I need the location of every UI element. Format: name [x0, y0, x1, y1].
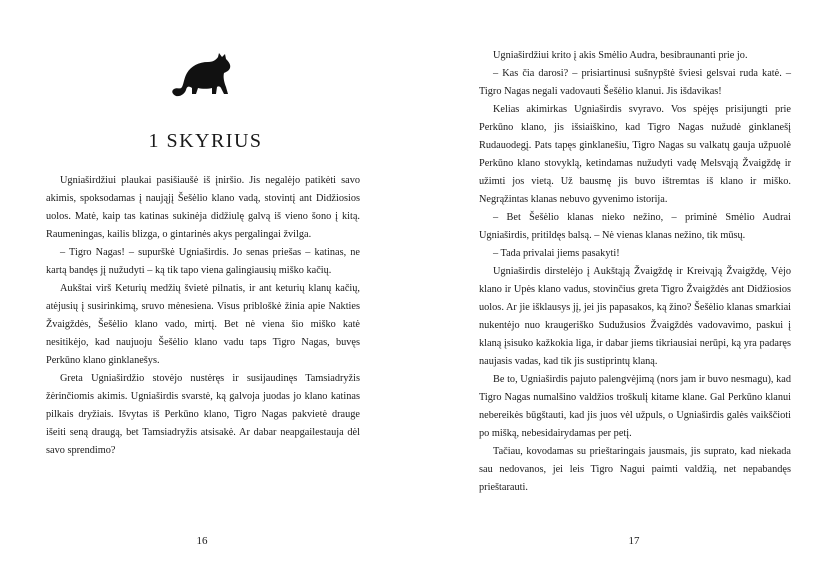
paragraph: Kelias akimirkas Ugniaširdis svyravo. Vos spėjęs prisijungti prie Perkūno klano, jis išsiaiškino, kad Tigro Nagas nužudė ginklanešį Rudauodegį. Pats tapęs ginklanešiu, Tigro Nagas su valkatų gauja užpuolė Perkūno klano stovyklą, ketindamas nužudyti vadę Melsvąją Žvaigždę ir užimti jos vietą. Už bausmę jis buvo ištremtas iš klano ir miško. Negrąžintas klanas nebuvo gyvenimo istorija.: [479, 104, 791, 205]
paragraph: – Tada privalai jiems pasakyti!: [493, 248, 620, 259]
right-page-body: [479, 47, 791, 497]
page-number: 16: [196, 535, 208, 547]
paragraph: Be to, Ugniaširdis pajuto palengvėjimą (nors jam ir buvo nesmagu), kad Tigro Nagas numalšino valdžios troškulį kitame klane. Gal Perkūno klanui nebereikės būgštauti, kad jis juos vėl užpuls, o Ugniaširdis galės vaikščioti po mišką, nebesidairydamas per petį.: [479, 374, 791, 439]
cat-silhouette-icon: [168, 52, 234, 98]
paragraph: Tačiau, kovodamas su prieštaringais jausmais, jis suprato, kad niekada sau nedovanos, jei leis Tigro Nagui paimti valdžią, net nepabandęs prieštarauti.: [479, 446, 791, 493]
paragraph: Greta Ugniaširdžio stovėjo nustėręs ir susijaudinęs Tamsiadryžis žėrinčiomis akimis. Ugniaširdis svarstė, ką galvoja juodas jo klano katinas pilkais dryžiais. Išvytas iš Perkūno klano, Tigro Nagas pakvietė drauge išeiti seną draugą, bet Tamsiadryžis atsisakė. Ar dabar neapgailestauja dėl savo sprendimo?: [46, 373, 360, 456]
paragraph: – Tigro Nagas! – supurškė Ugniaširdis. Jo senas priešas – katinas, ne kartą bandęs jį nužudyti – ką tik tapo viena galingiausių miško kačių.: [46, 247, 360, 276]
left-page-body: [46, 172, 360, 460]
paragraph: Ugniaširdžiui plaukai pasišiaušė iš įniršio. Jis negalėjo patikėti savo akimis, spoksodamas į naująjį Šešėlio klano vadą, stovintį ant Didžiosios uolos. Matė, kaip tas katinas sukinėja didžiulę galvą iš vieno šono į kitą. Raumeningas, kailis blizga, o gintarinės akys pergalingai žvilga.: [46, 175, 360, 240]
paragraph: Ugniaširdis dirstelėjo į Aukštąją Žvaigždę ir Kreivąją Žvaigždę, Vėjo klano ir Upės klano vadus, stovinčius greta Tigro Žvaigždės ant Didžiosios uolos. Ar jie išklausys jį, jei jis papasakos, ką žino? Šešėlio klanas smarkiai nukentėjo nuo kraugeriško Sudužusios Žvaigždės vadovavimo, paskui į klaną įsisuko kažkokia liga, ir dabar jiems tikriausiai nerūpi, ką yra padaręs naujasis vadas, kad tik jis sustiprintų klaną.: [479, 266, 791, 367]
paragraph: Aukštai virš Keturių medžių švietė pilnatis, ir ant keturių klanų kačių, atėjusių į susirinkimą, sruvo mėnesiena. Visus pribloškė žinia apie Nakties Žvaigždės, Šešėlio klano vado, mirtį. Bet nė viena šio miško katė nesitikėjo, kad naujuoju Šešėlio klano vadu taps Tigro Nagas, buvęs Perkūno klano ginklanešys.: [46, 283, 360, 366]
right-page: [411, 0, 822, 581]
paragraph: Ugniaširdžiui krito į akis Smėlio Audra, besibraunanti prie jo.: [493, 50, 748, 61]
paragraph: – Bet Šešėlio klanas nieko nežino, – priminė Smėlio Audrai Ugniaširdis, pritildęs balsą. – Nė vienas klanas nežino, tik mūsų.: [479, 212, 791, 241]
paragraph: – Kas čia darosi? – prisiartinusi sušnypštė šviesi gelsvai ruda katė. – Tigro Nagas negali vadovauti Šešėlio klanui. Jis išdavikas!: [479, 68, 791, 97]
chapter-title: 1 SKYRIUS: [148, 130, 263, 152]
page-number: 17: [628, 535, 640, 547]
